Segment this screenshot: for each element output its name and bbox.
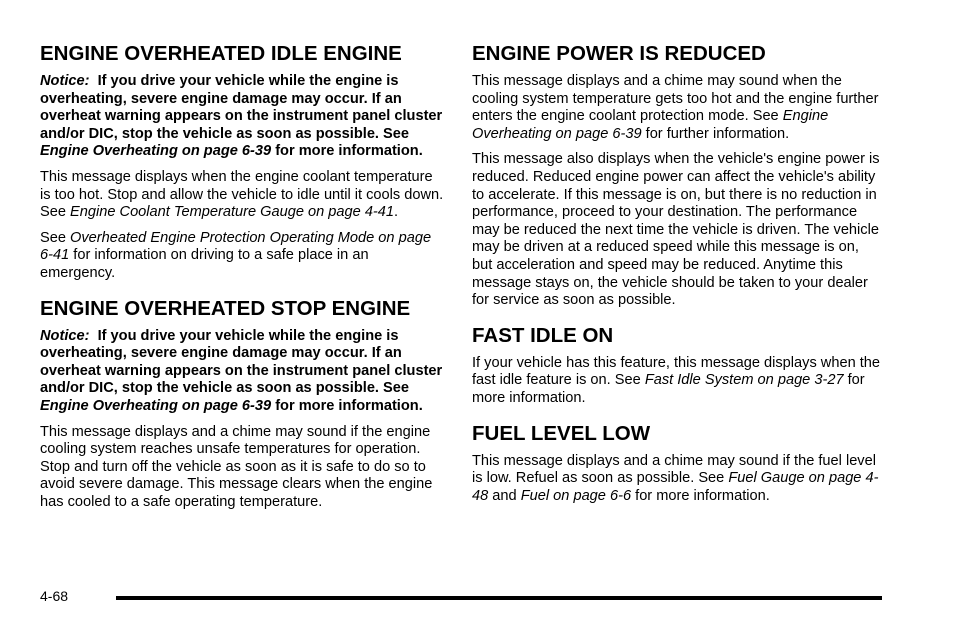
body-tail: for more information. <box>472 372 865 406</box>
cross-reference-link[interactable]: Engine Coolant Temperature Gauge on page 4-41 <box>70 204 395 221</box>
cross-reference-link[interactable]: Fuel on page 6-6 <box>520 487 632 504</box>
notice-text: If you drive your vehicle while the engine is overheating, severe engine damage may occur. If an overheat warning appears on the instrument panel cluster and/or DIC, stop the vehicle as soon as possible. See <box>40 73 443 142</box>
heading-engine-overheated-idle-engine: ENGINE OVERHEATED IDLE ENGINE <box>40 42 402 65</box>
body-paragraph <box>40 230 444 283</box>
body-text: This message also displays when the vehicle's engine power is reduced. Reduced engine power can affect the vehicle's ability to accelerate. If this message is on, but there is no reduction in performance, proceed to your destination. The performance may be reduced the next time the vehicle is driven. The vehicle may be driven at a reduced speed while this message is on, but acceleration and speed may be reduced. Anytime this message stays on, the vehicle should be taken to your dealer for service as soon as possible. <box>472 151 880 309</box>
cross-reference-link[interactable]: Engine Overheating on page 6-39 <box>40 143 272 160</box>
notice-text: If you drive your vehicle while the engine is overheating, severe engine damage may occur. If an overheat warning appears on the instrument panel cluster and/or DIC, stop the vehicle as soon as possible. See <box>40 327 443 397</box>
heading-fuel-level-low: FUEL LEVEL LOW <box>472 421 651 445</box>
body-text: This message displays and a chime may sound if the engine cooling system reaches unsafe temperatures for operation. Stop and turn off the vehicle as soon as it is safe to do so to avoid severe damage. This message clears when the engine has cooled to a safe operating temperature. <box>40 423 433 510</box>
body-paragraph <box>40 424 444 512</box>
page-number: 4-68 <box>40 588 69 604</box>
left-column <box>40 40 444 519</box>
notice-paragraph <box>40 73 444 161</box>
body-text: See <box>40 229 66 246</box>
body-paragraph <box>472 151 882 309</box>
cross-reference-link[interactable]: Overheated Engine Protection Operating Mode on page 6-41 <box>40 229 432 264</box>
cross-reference-link[interactable]: Engine Overheating on page 6-39 <box>40 397 272 414</box>
body-mid: and <box>492 487 517 504</box>
body-tail: for information on driving to a safe place in an emergency. <box>40 247 369 281</box>
notice-label: Notice: <box>40 73 90 89</box>
cross-reference-link[interactable]: Engine Overheating on page 6-39 <box>472 108 829 142</box>
body-paragraph <box>472 355 882 408</box>
cross-reference-link[interactable]: Fuel Gauge on page 4-48 <box>472 470 879 504</box>
body-paragraph <box>40 169 444 222</box>
footer-rule <box>116 596 882 600</box>
right-column <box>472 40 882 513</box>
body-tail: for more information. <box>635 487 770 504</box>
notice-tail: for more information. <box>275 397 423 414</box>
heading-engine-overheated-stop-engine: ENGINE OVERHEATED STOP ENGINE <box>40 296 411 320</box>
body-text: This message displays when the engine coolant temperature is too hot. Stop and allow the vehicle to idle until it cools down. See <box>40 168 444 221</box>
body-text: If your vehicle has this feature, this message displays when the fast idle feature is on. See <box>472 354 881 389</box>
notice-tail: for more information. <box>275 143 423 160</box>
body-paragraph <box>472 453 882 506</box>
body-text: This message displays and a chime may sound if the fuel level is low. Refuel as soon as possible. See <box>472 452 876 487</box>
body-tail: . <box>394 204 399 221</box>
cross-reference-link[interactable]: Fast Idle System on page 3-27 <box>644 372 844 389</box>
notice-label: Notice: <box>40 327 90 344</box>
heading-fast-idle-on: FAST IDLE ON <box>472 323 614 347</box>
body-text: This message displays and a chime may sound when the cooling system temperature gets too hot and the engine further enters the engine coolant protection mode. See <box>472 73 879 125</box>
notice-paragraph <box>40 328 444 416</box>
body-paragraph <box>472 73 882 143</box>
heading-engine-power-is-reduced: ENGINE POWER IS REDUCED <box>472 42 766 65</box>
body-tail: for further information. <box>645 125 790 142</box>
